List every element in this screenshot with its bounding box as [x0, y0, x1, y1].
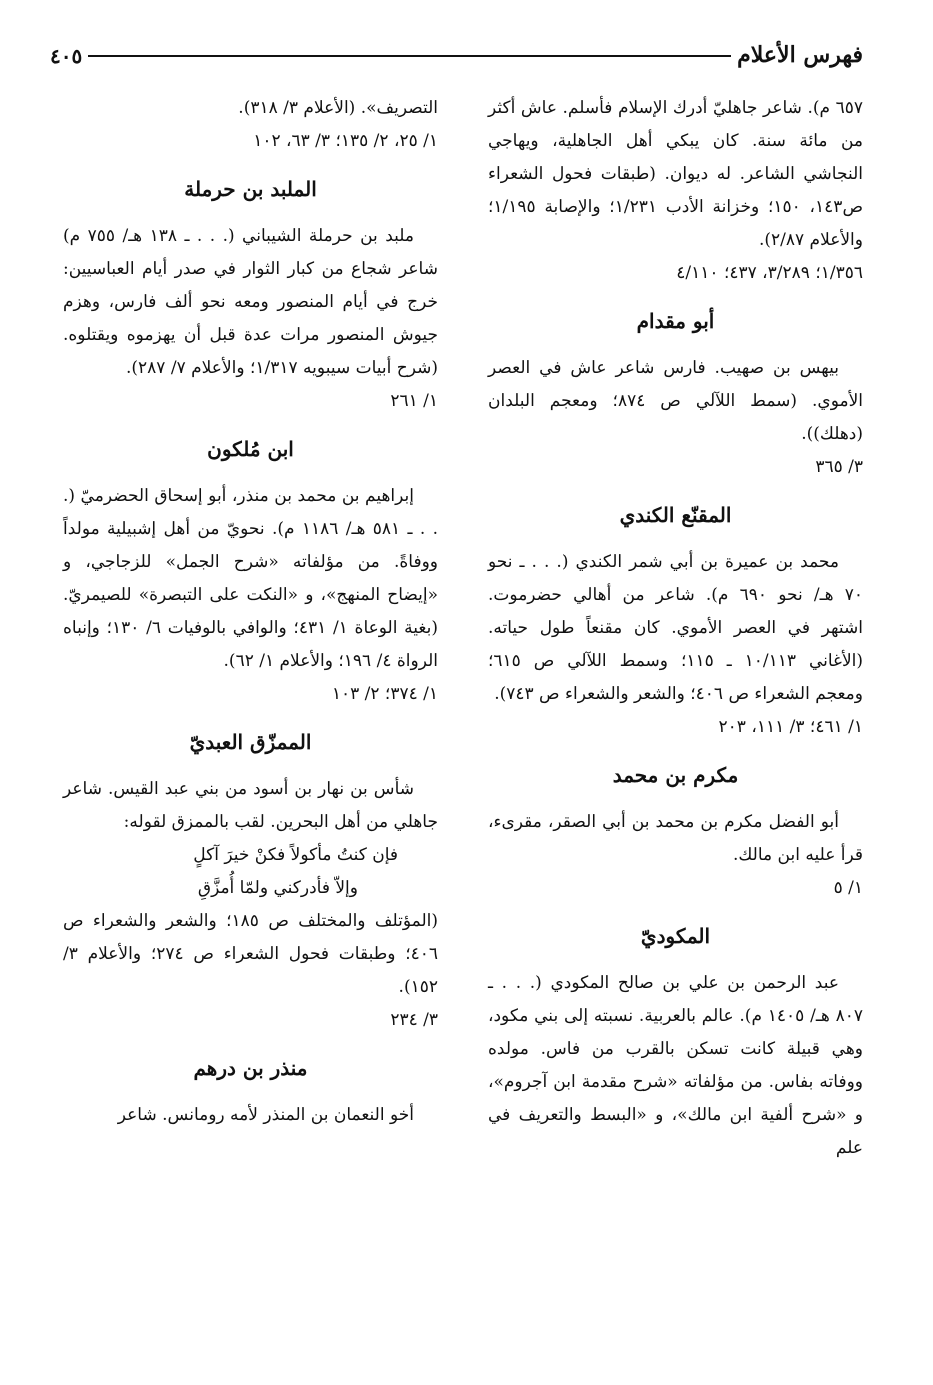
entry-heading: الممزّق العبديّ — [189, 730, 312, 754]
right-column — [488, 92, 863, 1165]
entry-text: التصريف». (الأعلام ٣/ ٣١٨). — [238, 98, 438, 118]
entry-text: شأس بن نهار بن أسود من بني عبد القيس. شاعر جاهلي من أهل البحرين. لقب بالممزق لقوله: — [63, 779, 438, 832]
entry-text: إبراهيم بن محمد بن منذر، أبو إسحاق الحضرميّ (. . . ـ ٥٨١ هـ/ ١١٨٦ م). نحويّ من أهل إشبيلية مولداً ووفاةً. من مؤلفاته «شرح الجمل» للزجاجي، و «إيضاح المنهج»، و «النكت على التبصرة» للصيمريّ. (بغية الوعاة ١/ ٤٣١؛ والوافي بالوفيات ٦/ ١٣٠؛ وإنباه الرواة ٤/ ١٩٦؛ والأعلام ١/ ٦٢). — [63, 486, 439, 671]
entry-reference: ٣/ ٢٣٤ — [390, 1010, 438, 1030]
left-column — [63, 92, 438, 1132]
entry-reference: ١/ ٤٦١؛ ٣/ ١١١، ٢٠٣ — [718, 717, 863, 737]
verse-line: فإن كنتُ مأكولاً فكنْ خيرَ آكلٍ — [193, 845, 398, 865]
page-number: ٤٠٥ — [50, 44, 83, 68]
entry-heading: المقنّع الكندي — [619, 503, 732, 527]
entry-heading: منذر بن درهم — [193, 1056, 308, 1080]
page-header — [50, 28, 863, 68]
verse-line: وإلاّ فأدركني ولمّا أُمزَّقِ — [197, 878, 358, 898]
entry-text: أبو الفضل مكرم بن محمد بن أبي الصقر، مقرىء، قرأ عليه ابن مالك. — [488, 812, 863, 865]
entry-reference: ١/٣٥٦؛ ٣/٢٨٩، ٤٣٧؛ ٤/١١٠ — [676, 263, 863, 283]
entry-continued — [488, 92, 863, 290]
entry-heading: مكرم بن محمد — [612, 763, 739, 787]
entry-heading: أبو مقدام — [636, 309, 715, 333]
entry-text: ٦٥٧ م). شاعر جاهليّ أدرك الإسلام فأسلم. عاش أكثر من مائة سنة. كان يبكي أهل الجاهلية، ويهاجي النجاشي الشاعر. له ديوان. (طبقات فحول الشعراء ص١٤٣، ١٥٠؛ وخزانة الأدب ١/٢٣١؛ والإصابة ١/١٩٥؛ والأعلام ٢/٨٧). — [488, 98, 864, 250]
entry-text: محمد بن عميرة بن أبي شمر الكندي (. . . ـ نحو ٧٠ هـ/ نحو ٦٩٠ م). شاعر من أهالي حضرموت. اشتهر في العصر الأموي. كان مقنعاً طول حياته. (الأغاني ١٠/١١٣ ـ ١١٥؛ وسمط اللآلي ص ٦١٥؛ ومعجم الشعراء ص ٤٠٦؛ والشعر والشعراء ص ٧٤٣). — [488, 552, 864, 704]
entry-mukram — [488, 758, 863, 905]
entry-reference: ٣/ ٣٦٥ — [815, 457, 863, 477]
entry-ibn-malkun — [63, 432, 438, 711]
entry-heading: المكوديّ — [640, 924, 711, 948]
entry-text: أخو النعمان بن المنذر لأمه رومانس. شاعر — [117, 1105, 414, 1125]
entry-muqanna-kindi — [488, 498, 863, 744]
entry-text: عبد الرحمن بن علي بن صالح المكودي (. . . ـ ٨٠٧ هـ/ ١٤٠٥ م). عالم بالعربية. نسبته إلى بني مكود، وهي قبيلة كانت تسكن بالقرب من فاس. مولده ووفاته بفاس. من مؤلفاته «شرح مقدمة ابن آجروم»، و «شرح ألفية ابن مالك»، و «البسط والتعريف في علم — [488, 973, 864, 1158]
entry-mulabbad — [63, 172, 438, 418]
entry-text: ملبد بن حرملة الشيباني (. . . ـ ١٣٨ هـ/ ٧٥٥ م) شاعر شجاع من كبار الثوار في صدر أيام العباسيين: خرج في أيام المنصور ومعه نحو ألف فارس، وهزم جيوش المنصور مرات عدة قبل أن يهزموه ويقتلوه. (شرح أبيات سيبويه ١/٣١٧؛ والأعلام ٧/ ٢٨٧). — [63, 226, 438, 378]
entry-reference: ١/ ٣٧٤؛ ٢/ ١٠٣ — [331, 684, 438, 704]
entry-reference: ١/ ٥ — [833, 878, 863, 898]
entry-mundhir — [63, 1051, 438, 1132]
entry-text: بيهس بن صهيب. فارس شاعر عاش في العصر الأموي. (سمط اللآلي ص ٨٧٤؛ ومعجم البلدان (دهلك)). — [488, 358, 864, 444]
entry-heading: الملبد بن حرملة — [184, 177, 317, 201]
entry-mumazzaq — [63, 725, 438, 1037]
entry-continued — [63, 92, 438, 158]
header-rule — [88, 55, 731, 57]
entry-makudi — [488, 919, 863, 1165]
entry-abu-miqdam — [488, 304, 863, 484]
entry-reference: ١/ ٢٦١ — [390, 391, 438, 411]
entry-reference: ١/ ٢٥، ٢/ ١٣٥؛ ٣/ ٦٣، ١٠٢ — [253, 131, 438, 151]
entry-heading: ابن مُلكون — [207, 437, 294, 461]
entry-sources: (المؤتلف والمختلف ص ١٨٥؛ والشعر والشعراء ص ٤٠٦؛ وطبقات فحول الشعراء ص ٢٧٤؛ والأعلام ٣/ ١٥٢). — [63, 911, 439, 997]
running-title: فهرس الأعلام — [737, 42, 863, 68]
